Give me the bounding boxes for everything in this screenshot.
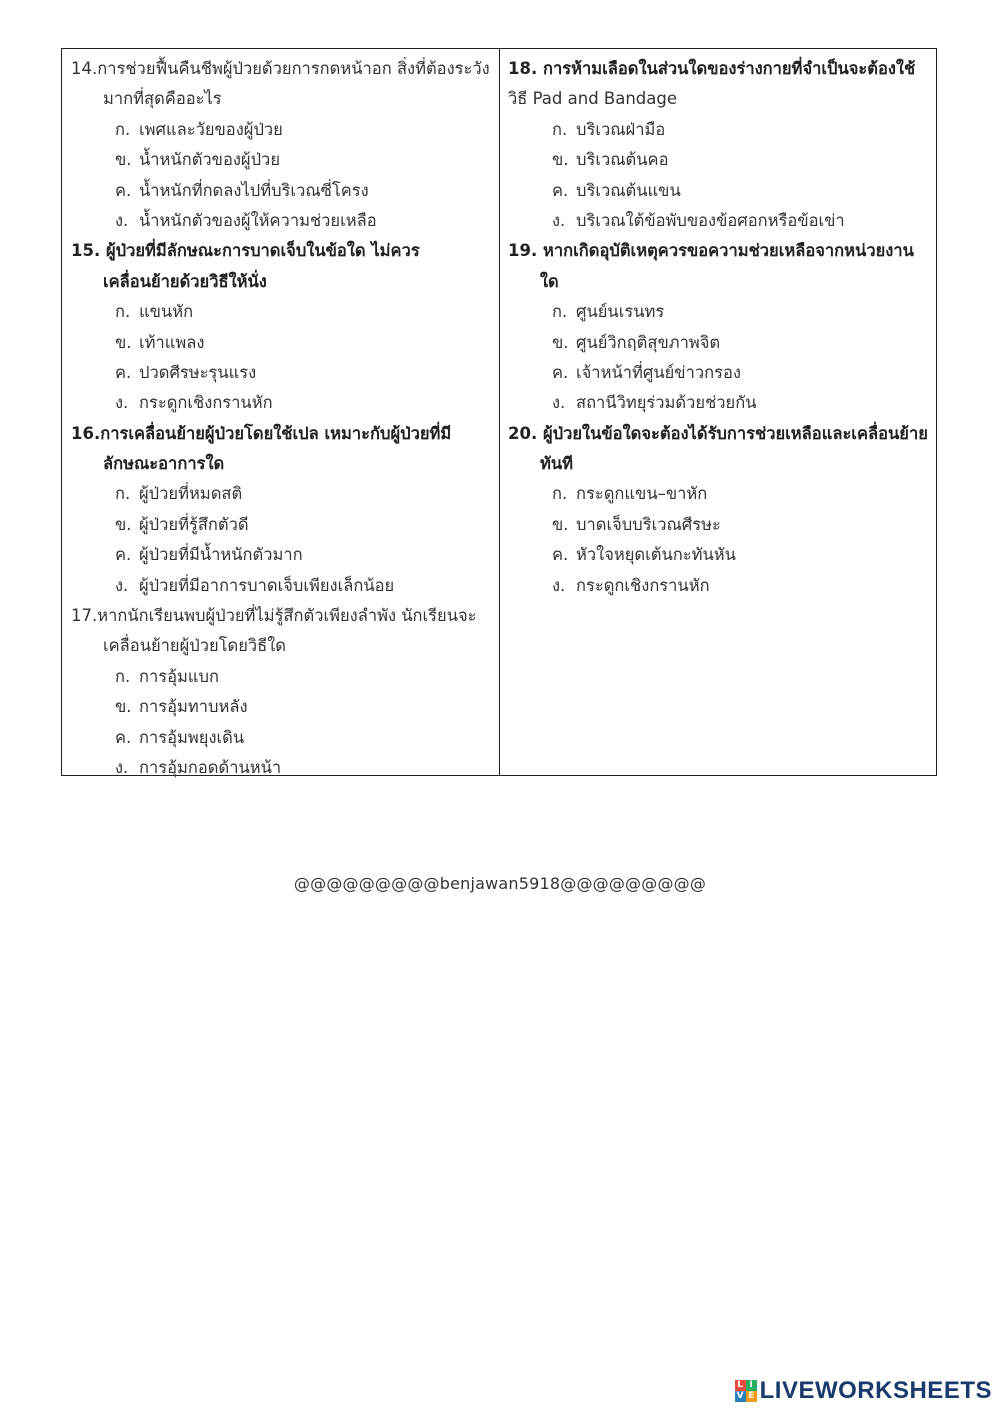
question-14-option-d[interactable] — [71, 206, 499, 236]
question-16-text: 16.การเคลื่อนย้ายผู้ป่วยโดยใช้เปล เหมาะกับผู้ป่วยที่มี — [71, 423, 452, 443]
option-text: การอุ้มทาบหลัง — [139, 697, 248, 717]
question-14-text-cont: มากที่สุดคืออะไร — [103, 89, 222, 109]
option-letter: ก. — [552, 119, 568, 139]
option-letter: ง. — [552, 393, 566, 413]
author-credit: @@@@@@@@@benjawan5918@@@@@@@@@ — [293, 874, 707, 893]
option-text: บริเวณต้นคอ — [576, 150, 669, 170]
logo-letter: V — [735, 1391, 746, 1402]
question-14-option-c[interactable] — [71, 176, 499, 206]
option-letter: ข. — [552, 332, 569, 352]
option-letter: ค. — [552, 362, 569, 382]
option-text: การอุ้มพยุงเดิน — [139, 727, 245, 747]
question-15-option-a[interactable] — [71, 297, 499, 327]
question-19-text-cont: ใด — [540, 271, 559, 291]
option-letter: ค. — [115, 180, 132, 200]
left-column — [62, 49, 500, 775]
liveworksheets-brand[interactable] — [735, 1375, 992, 1407]
option-text: น้ำหนักที่กดลงไปที่บริเวณซี่โครง — [139, 180, 369, 200]
question-16-option-b[interactable] — [71, 510, 499, 540]
question-17-option-d[interactable] — [71, 753, 499, 783]
option-letter: ค. — [552, 180, 569, 200]
question-18-option-a[interactable] — [508, 115, 936, 145]
option-letter: ง. — [115, 757, 129, 777]
question-18-option-d[interactable] — [508, 206, 936, 236]
question-17-option-c[interactable] — [71, 723, 499, 753]
option-letter: ค. — [552, 545, 569, 565]
question-19-option-a[interactable] — [508, 297, 936, 327]
question-19-option-d[interactable] — [508, 388, 936, 418]
option-text: ผู้ป่วยที่รู้สึกตัวดี — [139, 514, 249, 534]
question-19-text: 19. หากเกิดอุบัติเหตุควรขอความช่วยเหลือจากหน่วยงาน — [508, 241, 914, 261]
option-text: การอุ้มแบก — [139, 666, 220, 686]
option-text: ผู้ป่วยที่มีอาการบาดเจ็บเพียงเล็กน้อย — [139, 575, 395, 595]
question-16-option-a[interactable] — [71, 479, 499, 509]
option-letter: ค. — [115, 362, 132, 382]
question-15-text-cont: เคลื่อนย้ายด้วยวิธีให้นั่ง — [103, 271, 267, 291]
option-letter: ง. — [115, 210, 129, 230]
option-letter: ข. — [552, 514, 569, 534]
option-text: บริเวณใต้ข้อพับของข้อศอกหรือข้อเข่า — [576, 210, 845, 230]
option-letter: ข. — [115, 697, 132, 717]
option-text: บริเวณฝ่ามือ — [576, 119, 666, 139]
option-letter: ง. — [552, 210, 566, 230]
question-16-text-cont: ลักษณะอาการใด — [103, 454, 225, 474]
quiz-table — [61, 48, 937, 776]
question-20-option-d[interactable] — [508, 571, 936, 601]
question-14-option-a[interactable] — [71, 115, 499, 145]
option-letter: ค. — [115, 545, 132, 565]
question-20-text-cont: ทันที — [540, 454, 574, 474]
option-text: กระดูกแขน–ขาหัก — [576, 484, 708, 504]
option-letter: ก. — [115, 484, 131, 504]
question-17-text: 17.หากนักเรียนพบผู้ป่วยที่ไม่รู้สึกตัวเพียงลำพัง นักเรียนจะ — [71, 606, 477, 626]
option-text: หัวใจหยุดเต้นกะทันหัน — [576, 545, 736, 565]
option-text: บาดเจ็บบริเวณศีรษะ — [576, 514, 721, 534]
question-20-text: 20. ผู้ป่วยในข้อใดจะต้องได้รับการช่วยเหลือและเคลื่อนย้าย — [508, 423, 928, 443]
liveworksheets-logo-icon — [735, 1380, 757, 1402]
question-20-option-c[interactable] — [508, 540, 936, 570]
question-20-option-a[interactable] — [508, 479, 936, 509]
option-text: สถานีวิทยุร่วมด้วยช่วยกัน — [576, 393, 757, 413]
option-text: เท้าแพลง — [139, 332, 205, 352]
question-14-text: 14.การช่วยฟื้นคืนชีพผู้ป่วยด้วยการกดหน้าอก สิ่งที่ต้องระวัง — [71, 59, 490, 78]
option-text: กระดูกเชิงกรานหัก — [139, 393, 273, 413]
question-18-text: 18. การห้ามเลือดในส่วนใดของร่างกายที่จำเป็นจะต้องใช้ — [508, 59, 916, 78]
question-19-option-c[interactable] — [508, 358, 936, 388]
question-18-text-cont: วิธี Pad and Bandage — [508, 89, 678, 109]
question-15-option-d[interactable] — [71, 388, 499, 418]
option-letter: ก. — [115, 666, 131, 686]
option-letter: ก. — [552, 302, 568, 322]
option-text: น้ำหนักตัวของผู้ให้ความช่วยเหลือ — [139, 210, 377, 230]
option-letter: ข. — [552, 150, 569, 170]
question-18-option-b[interactable] — [508, 145, 936, 175]
option-text: เพศและวัยของผู้ป่วย — [139, 119, 283, 139]
question-15-text: 15. ผู้ป่วยที่มีลักษณะการบาดเจ็บในข้อใด ไม่ควร — [71, 241, 420, 261]
option-text: น้ำหนักตัวของผู้ป่วย — [139, 150, 280, 170]
option-text: การอุ้มกอดด้านหน้า — [139, 757, 282, 777]
option-text: ผู้ป่วยที่มีน้ำหนักตัวมาก — [139, 545, 303, 565]
option-letter: ค. — [115, 727, 132, 747]
logo-letter: L — [735, 1380, 746, 1391]
option-text: ผู้ป่วยที่หมดสติ — [139, 484, 243, 504]
option-text: ศูนย์วิกฤติสุขภาพจิต — [576, 332, 721, 352]
option-letter: ก. — [552, 484, 568, 504]
question-19-option-b[interactable] — [508, 328, 936, 358]
logo-letter: E — [746, 1391, 757, 1402]
question-17-option-a[interactable] — [71, 662, 499, 692]
option-letter: ข. — [115, 514, 132, 534]
liveworksheets-wordmark: LIVEWORKSHEETS — [759, 1377, 992, 1404]
option-letter: ข. — [115, 332, 132, 352]
question-16-option-c[interactable] — [71, 540, 499, 570]
option-text: บริเวณต้นแขน — [576, 180, 681, 200]
option-letter: ก. — [115, 119, 131, 139]
option-text: แขนหัก — [139, 302, 194, 322]
option-letter: ข. — [115, 150, 132, 170]
question-18-option-c[interactable] — [508, 176, 936, 206]
option-text: ศูนย์นเรนทร — [576, 302, 665, 322]
question-20-option-b[interactable] — [508, 510, 936, 540]
question-16-option-d[interactable] — [71, 571, 499, 601]
option-text: เจ้าหน้าที่ศูนย์ข่าวกรอง — [576, 362, 741, 382]
question-15-option-b[interactable] — [71, 328, 499, 358]
question-17-option-b[interactable] — [71, 692, 499, 722]
logo-letter: I — [746, 1380, 757, 1391]
option-text: ปวดศีรษะรุนแรง — [139, 362, 257, 382]
question-15-option-c[interactable] — [71, 358, 499, 388]
option-letter: ก. — [115, 302, 131, 322]
option-letter: ง. — [552, 575, 566, 595]
right-column — [500, 49, 936, 775]
option-letter: ง. — [115, 575, 129, 595]
question-17-text-cont: เคลื่อนย้ายผู้ป่วยโดยวิธีใด — [103, 636, 287, 656]
question-14-option-b[interactable] — [71, 145, 499, 175]
option-letter: ง. — [115, 393, 129, 413]
option-text: กระดูกเชิงกรานหัก — [576, 575, 710, 595]
